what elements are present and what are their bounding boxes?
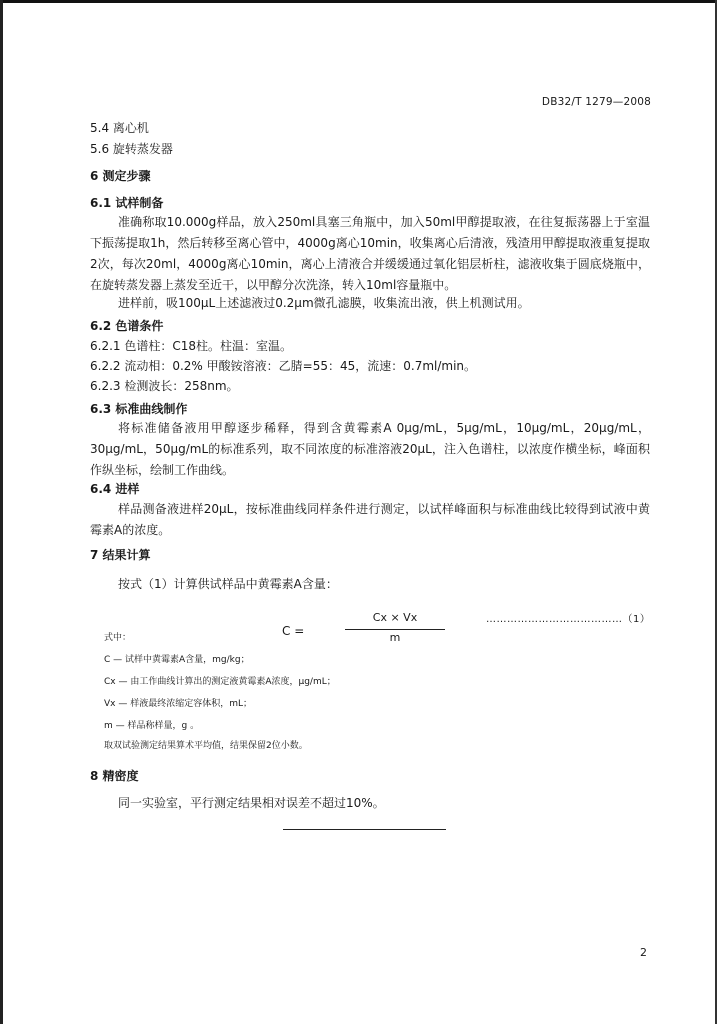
section-5-6: 5.6 旋转蒸发器 bbox=[90, 142, 173, 156]
section-6-3-paragraph: 将标准储备液用甲醇逐步稀释，得到含黄霉素A 0μg/mL，5μg/mL，10μg/mL，20μg/mL，30μg/mL，50μg/mL的标准系列，取不同浓度的标准溶液20μL，注入色谱柱，以浓度作横坐标，峰面积作纵坐标，绘制工作曲线。 bbox=[90, 421, 650, 477]
where-line-result: 取双试验测定结果算术平均值，结果保留2位小数。 bbox=[104, 741, 308, 751]
section-6-1-paragraph: 准确称取10.000g样品，放入250ml具塞三角瓶中，加入50ml甲醇提取液，在往复振荡器上于室温下振荡提取1h，然后转移至离心管中，4000g离心10min，收集离心后清液，残渣用甲醇提取液重复提取2次，每次20ml，4000g离心10min，离心上清液合并缓缓通过氧化铝层析柱，滤液收集于圆底烧瓶中，在旋转蒸发器上蒸发至近干，以甲醇分次洗涤，转入10ml容量瓶中。 bbox=[90, 215, 650, 292]
section-6-2-3: 6.2.3 检测波长：258nm。 bbox=[90, 379, 239, 393]
section-6-2-1: 6.2.1 色谱柱：C18柱。柱温：室温。 bbox=[90, 339, 292, 353]
standard-code-header: DB32/T 1279—2008 bbox=[541, 96, 651, 108]
formula-number: …………………………………（1） bbox=[486, 614, 651, 625]
section-7-heading: 7 结果计算 bbox=[90, 548, 151, 562]
section-8-heading: 8 精密度 bbox=[90, 769, 139, 783]
where-line-cx: Cx — 由工作曲线计算出的测定液黄霉素A浓度，μg/mL； bbox=[104, 677, 336, 687]
section-7-paragraph: 按式（1）计算供试样品中黄霉素A含量： bbox=[118, 577, 338, 591]
section-6-3-heading: 6.3 标准曲线制作 bbox=[90, 402, 188, 416]
section-6-4-heading: 6.4 进样 bbox=[90, 482, 140, 496]
scan-border-top bbox=[0, 0, 717, 3]
formula-numerator: Cx × Vx bbox=[372, 611, 418, 624]
section-6-2-heading: 6.2 色谱条件 bbox=[90, 319, 164, 333]
page-number: 2 bbox=[640, 946, 647, 959]
formula-lhs: C = bbox=[282, 624, 305, 638]
where-line-vx: Vx — 样液最终浓缩定容体积，mL； bbox=[104, 699, 252, 709]
formula-denominator: m bbox=[389, 631, 401, 644]
end-of-document-rule bbox=[283, 829, 446, 830]
section-8-paragraph: 同一实验室，平行测定结果相对误差不超过10%。 bbox=[118, 796, 385, 810]
scan-border-left bbox=[0, 0, 3, 1024]
section-6-2-2: 6.2.2 流动相：0.2% 甲酸铵溶液：乙腈=55：45，流速：0.7ml/min。 bbox=[90, 359, 477, 373]
section-6-1-heading: 6.1 试样制备 bbox=[90, 196, 164, 210]
section-6-1-paragraph-2: 进样前，吸100μL上述滤液过0.2μm微孔滤膜，收集流出液，供上机测试用。 bbox=[118, 296, 530, 310]
section-6-heading: 6 测定步骤 bbox=[90, 169, 151, 183]
section-5-4: 5.4 离心机 bbox=[90, 121, 149, 135]
where-line-c: C — 试样中黄霉素A含量，mg/kg； bbox=[104, 655, 250, 665]
where-intro: 式中： bbox=[104, 633, 132, 643]
where-line-m: m — 样品称样量，g 。 bbox=[104, 721, 200, 731]
section-6-4-paragraph: 样品测备液进样20μL，按标准曲线同样条件进行测定，以试样峰面积与标准曲线比较得到试液中黄霉素A的浓度。 bbox=[90, 502, 650, 537]
